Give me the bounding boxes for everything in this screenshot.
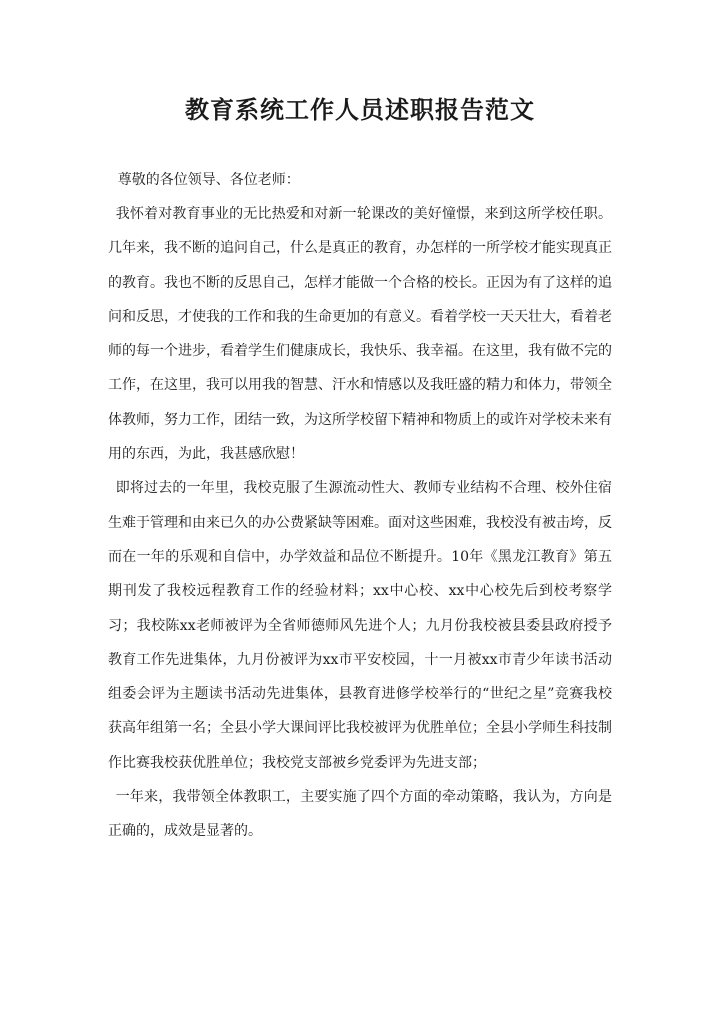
body-paragraph-1: 我怀着对教育事业的无比热爱和对新一轮课改的美好憧憬，来到这所学校任职。几年来，我不断的追问自己，什么是真正的教育，办怎样的一所学校才能实现真正的教育。我也不断的反思自己，怎样才能做一个合格的校长。正因为有了这样的追问和反思，才使我的工作和我的生命更加的有意义。看着学校一天天壮大，看着老师的每一个进步，看着学生们健康成长，我快乐、我幸福。在这里，我有做不完的工作，在这里，我可以用我的智慧、汗水和情感以及我旺盛的精力和体力，带领全体教师，努力工作，团结一致，为这所学校留下精神和物质上的或许对学校未来有用的东西，为此，我甚感欣慰！	[108, 206, 612, 463]
body-paragraph-2: 即将过去的一年里，我校克服了生源流动性大、教师专业结构不合理、校外住宿生难于管理和由来已久的办公费紧缺等困难。面对这些困难，我校没有被击垮，反而在一年的乐观和自信中，办学效益和品位不断提升。10年《黑龙江教育》第五期刊发了我校远程教育工作的经验材料；xx中心校、xx中心校先后到校考察学习；我校陈xx老师被评为全省师德师风先进个人；九月份我校被县委县政府授予教育工作先进集体，九月份被评为xx市平安校园，十一月被xx市青少年读书活动组委会评为主题读书活动先进集体，县教育进修学校举行的“世纪之星”竞赛我校获高年组第一名；全县小学大课间评比我校被评为优胜单位；全县小学师生科技制作比赛我校获优胜单位；我校党支部被乡党委评为先进支部；	[108, 480, 612, 771]
greeting-line: 尊敬的各位领导、各位老师：	[117, 172, 300, 188]
body-paragraph-3: 一年来，我带领全体教职工，主要实施了四个方面的牵动策略，我认为，方向是正确的，成效是显著的。	[108, 789, 612, 840]
document-title: 教育系统工作人员述职报告范文	[185, 95, 535, 124]
